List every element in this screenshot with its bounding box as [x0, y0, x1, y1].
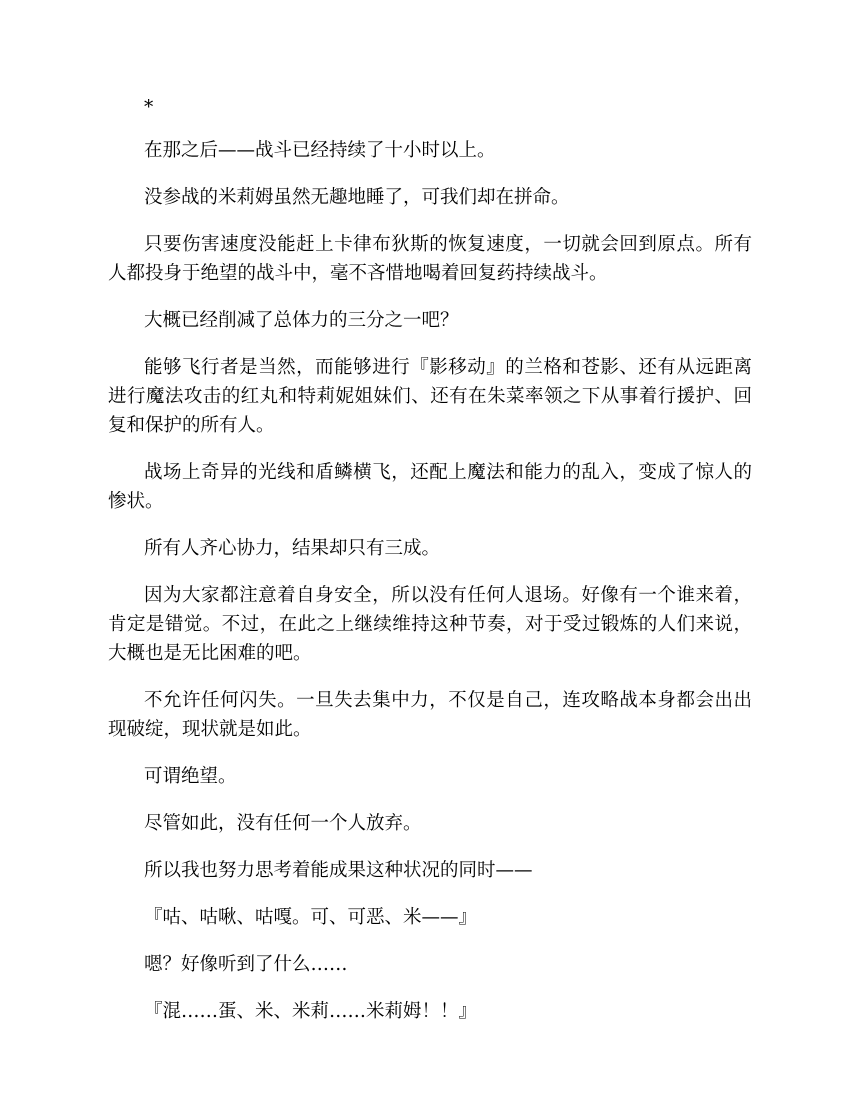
paragraph-8: 因为大家都注意着自身安全，所以没有任何人退场。好像有一个谁来着，肯定是错觉。不过，在此之上继续维持这种节奏，对于受过锻炼的人们来说，大概也是无比困难的吧。: [108, 585, 752, 664]
paragraph-10: 可谓绝望。: [144, 766, 237, 787]
paragraph-13: 『咕、咕啾、咕嘎。可、可恶、米——』: [144, 907, 478, 928]
paragraph-7: 所有人齐心协力，结果却只有三成。: [144, 538, 441, 559]
paragraph-3: 只要伤害速度没能赶上卡律布狄斯的恢复速度，一切就会回到原点。所有人都投身于绝望的战斗中，毫不吝惜地喝着回复药持续战斗。: [108, 234, 752, 284]
scene-break: *: [144, 97, 154, 118]
paragraph-4: 大概已经削减了总体力的三分之一吧？: [144, 310, 459, 331]
paragraph-11: 尽管如此，没有任何一个人放弃。: [144, 813, 422, 834]
text-column: [108, 98, 752, 1044]
paragraph-14: 嗯？好像听到了什么……: [144, 954, 348, 975]
paragraph-12: 所以我也努力思考着能成果这种状况的同时——: [144, 860, 533, 881]
paragraph-5: 能够飞行者是当然，而能够进行『影移动』的兰格和苍影、还有从远距离进行魔法攻击的红丸和特莉妮姐妹们、还有在朱菜率领之下从事着行援护、回复和保护的所有人。: [108, 357, 752, 436]
paragraph-9: 不允许任何闪失。一旦失去集中力，不仅是自己，连攻略战本身都会出出现破绽，现状就是如此。: [108, 690, 752, 740]
paragraph-2: 没参战的米莉姆虽然无趣地睡了，可我们却在拼命。: [144, 187, 570, 208]
paragraph-15: 『混……蛋、米、米莉……米莉姆！！』: [144, 1001, 478, 1022]
paragraph-1: 在那之后——战斗已经持续了十小时以上。: [144, 140, 496, 161]
paragraph-6: 战场上奇异的光线和盾鳞横飞，还配上魔法和能力的乱入，变成了惊人的惨状。: [108, 462, 752, 512]
